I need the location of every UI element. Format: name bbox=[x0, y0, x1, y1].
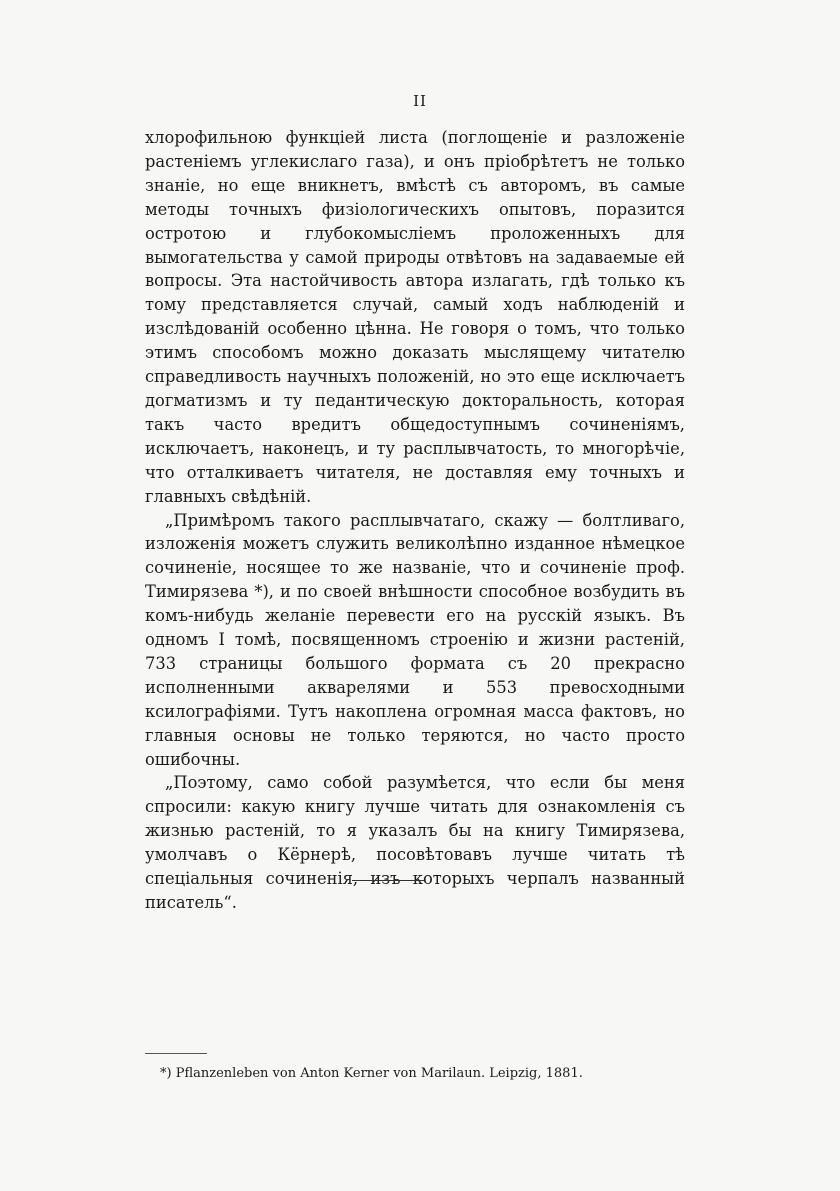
footnote: *) Pflanzenleben von Anton Kerner von Marilaun. Leipzig, 1881. bbox=[160, 1066, 583, 1081]
paragraph-2: „Примѣромъ такого расплывчатаго, скажу — болтливаго, изложенія можетъ служить великолѣпно изданное нѣмецкое сочиненіе, носящее то же названіе, что и сочиненіе проф. Тимирязева *), и по своей внѣшности способное возбудить въ комъ-нибудь желаніе перевести его на русскій языкъ. Въ одномъ I томѣ, посвященномъ строенію и жизни растеній, 733 страницы большого формата съ 20 прекрасно исполненными акварелями и 553 превосходными ксилографіями. Тутъ накоплена огромная масса фактовъ, но главныя основы не только теряются, но часто просто ошибочны. bbox=[145, 510, 685, 769]
body-text bbox=[145, 126, 685, 915]
paragraph-3: „Поэтому, само собой разумѣется, что если бы меня спросили: какую книгу лучше читать для ознакомленія съ жизнью растеній, то я указалъ бы на книгу Тимирязева, умолчавъ о Кёрнерѣ, посовѣтовавъ лучше читать тѣ спеціальныя сочиненія, изъ которыхъ черпалъ названный писатель“. bbox=[145, 773, 685, 912]
section-separator bbox=[352, 880, 424, 881]
paragraph-1: хлорофильною функціей листа (поглощеніе и разложеніе растеніемъ углекислаго газа), и онъ пріобрѣтетъ не только знаніе, но еще вникнетъ, вмѣстѣ съ авторомъ, въ самые методы точныхъ физіологическихъ опытовъ, поразится остротою и глубокомысліемъ проложенныхъ для вымогательства у самой природы отвѣтовъ на задаваемые ей вопросы. Эта настойчивость автора излагать, гдѣ только къ тому представляется случай, самый ходъ наблюденій и изслѣдованій особенно цѣнна. Не говоря о томъ, что только этимъ способомъ можно доказать мыслящему читателю справедливость научныхъ положеній, но это еще исключаетъ догматизмъ и ту педантическую докторальность, которая такъ часто вредитъ общедоступнымъ сочиненіямъ, исключаетъ, наконецъ, и ту расплывчатость, то многорѣчіе, что отталкиваетъ читателя, не доставляя ему точныхъ и главныхъ свѣдѣній. bbox=[145, 128, 685, 506]
page-number: II bbox=[413, 92, 427, 110]
footnote-rule bbox=[145, 1053, 207, 1054]
